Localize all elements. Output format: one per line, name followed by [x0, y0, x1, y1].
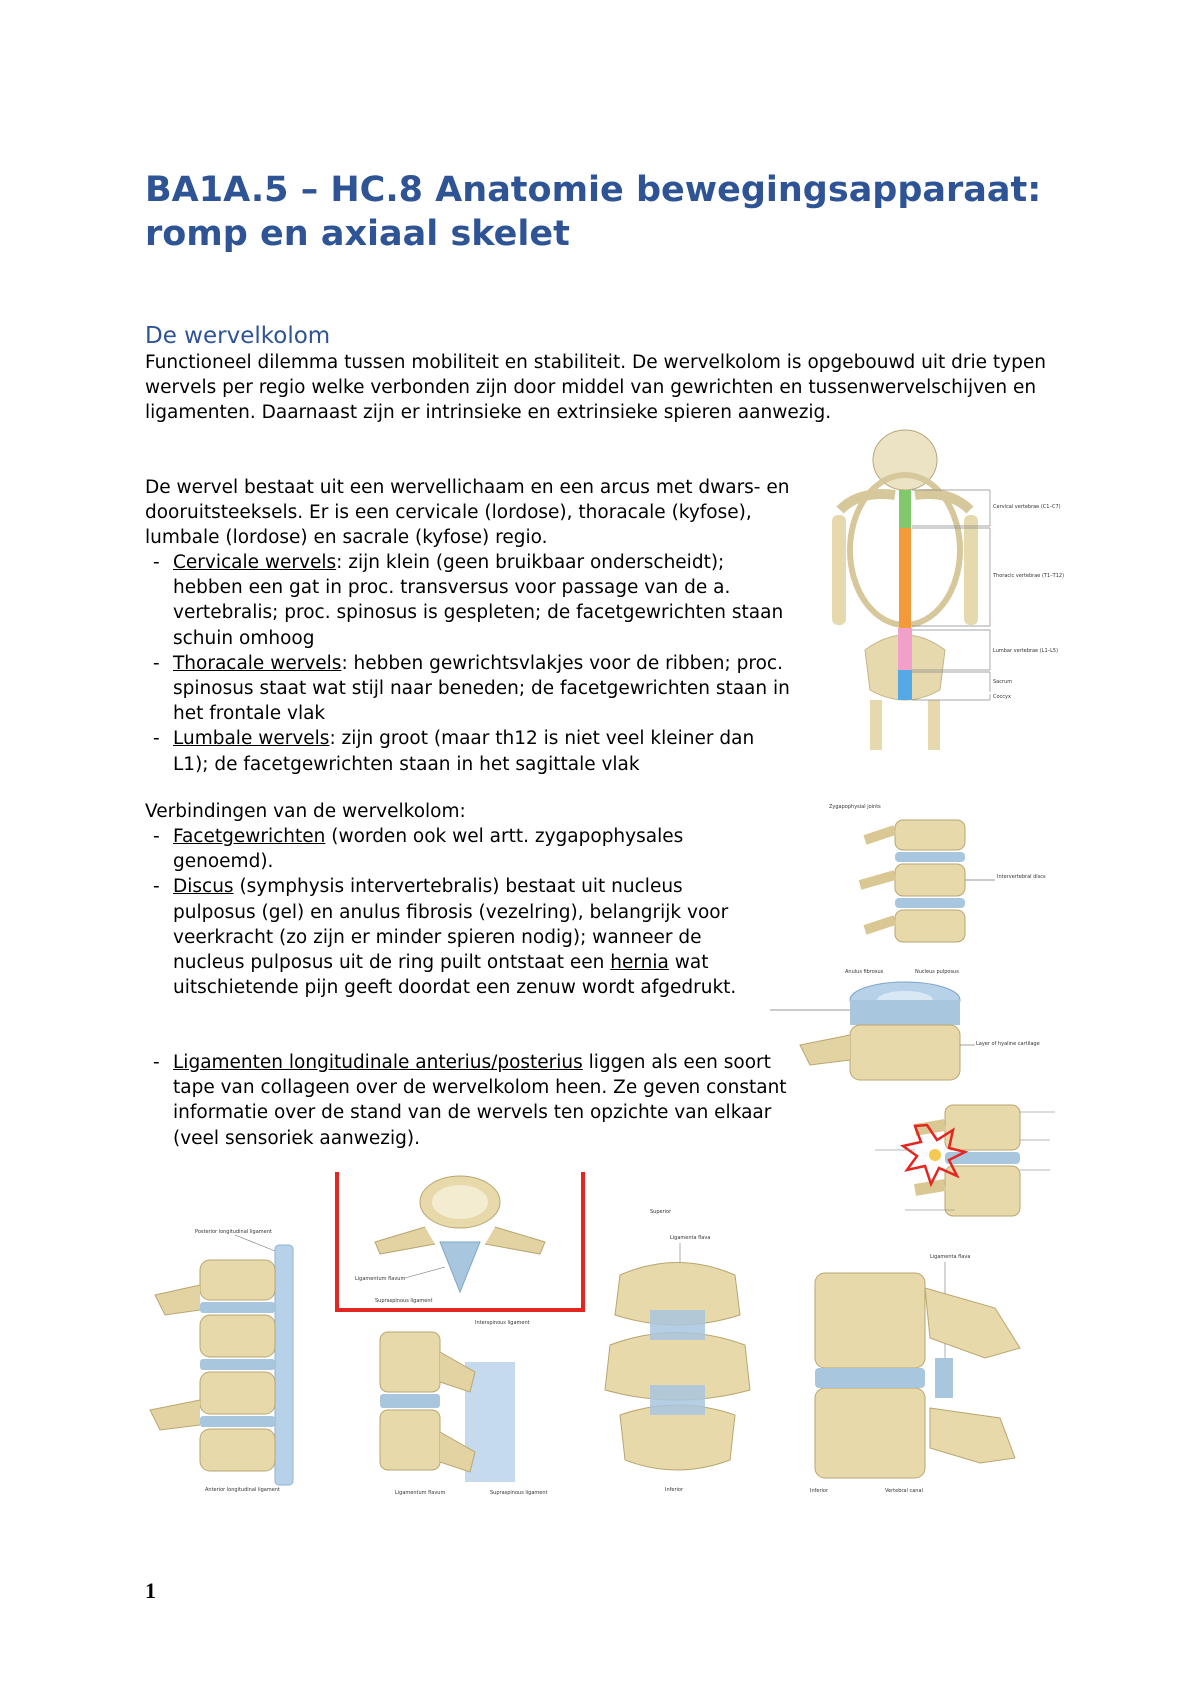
label-inferior-4: Inferior — [810, 1488, 829, 1494]
disc-figure — [770, 965, 1040, 1095]
label-supraspinous: Supraspinous ligament — [375, 1298, 433, 1304]
label-vertebral-canal: Vertebral canal — [885, 1488, 923, 1494]
label-lumbar: Lumbar vertebrae (L1–L5) — [993, 648, 1059, 654]
vertebral-canal-figure — [805, 1248, 1050, 1498]
label-anterior-ligament: Anterior longitudinal ligament — [205, 1487, 280, 1493]
label-ligamenta-flava-4: Ligamenta flava — [930, 1254, 971, 1260]
intro-paragraph: Functioneel dilemma tussen mobiliteit en stabiliteit. De wervelkolom is opgebouwd uit drie typen wervels per regio welke verbonden zijn door middel van gewrichten en tussenwervelschijven en ligamenten. Daarnaast zijn er intrinsieke en extrinsieke spieren aanwezig. — [145, 352, 1046, 424]
list-item-text: (symphysis intervertebralis) bestaat uit nucleus pulposus (gel) en anulus fibrosis (vezelring), belangrijk voor veerkracht (zo zijn er minder spieren nodig); wanneer de nucleus pulposus uit de ring puilt ontstaat een — [173, 876, 729, 974]
label-ligamenta-flava: Ligamenta flava — [670, 1235, 711, 1241]
connections-title: Verbindingen van de wervelkolom: — [145, 801, 466, 822]
list-item-text: : hebben gewrichtsvlakjes voor de ribben; proc. spinosus staat wat stijl naar beneden; de facetgewrichten staan in het frontale vlak — [173, 652, 790, 725]
term-hernia: hernia — [610, 952, 669, 974]
label-superior: Superior — [650, 1209, 672, 1215]
list-item — [145, 726, 795, 776]
page-number: 1 — [145, 1578, 156, 1603]
vertebra-paragraph: De wervel bestaat uit een wervellichaam en een arcus met dwars- en dooruitsteeksels. Er is een cervicale (lordose), thoracale (kyfose), lumbale (lordose) en sacrale (kyfose) regio. — [145, 477, 790, 549]
page-title: BA1A.5 – HC.8 Anatomie bewegingsapparaat: romp en axiaal skelet — [145, 170, 1042, 254]
label-ligamentum-flavum: Ligamentum flavum — [355, 1276, 406, 1282]
list-item — [145, 651, 795, 727]
list-item-text: : zijn klein (geen bruikbaar onderscheidt); hebben een gat in proc. transversus voor passage van de a. vertebralis; proc. spinosus is gespleten; de facetgewrichten staan schuin omhoog — [173, 552, 784, 649]
term-discus: Discus — [173, 876, 234, 898]
label-anulus: Anulus fibrosus — [845, 969, 884, 975]
label-sacrum: Sacrum — [993, 679, 1013, 685]
label-cervical: Cervical vertebrae (C1–C7) — [993, 504, 1061, 510]
longitudinal-ligaments-figure — [145, 1225, 320, 1495]
label-inferior-3: Inferior — [665, 1487, 684, 1493]
term-thoracic: Thoracale wervels — [173, 652, 342, 674]
ligamenta-flava-posterior-figure — [590, 1205, 765, 1495]
ligamentum-flavum-figure — [335, 1172, 590, 1497]
connections-list — [145, 824, 745, 1000]
list-item — [145, 1050, 795, 1151]
term-ligaments: Ligamenten longitudinale anterius/posterius — [173, 1052, 583, 1073]
section-heading: De wervelkolom — [145, 323, 331, 349]
list-item — [145, 550, 795, 651]
term-cervical: Cervicale wervels — [173, 552, 337, 573]
label-thoracic: Thoracic vertebrae (T1–T12) — [993, 573, 1065, 579]
label-zygapophysial: Zygapophysial joints — [829, 804, 881, 810]
vertebra-types-list — [145, 550, 795, 777]
list-item — [145, 874, 745, 1000]
term-facet: Facetgewrichten — [173, 826, 326, 847]
list-item-text: (worden ook wel artt. zygapophysales genoemd). — [173, 826, 684, 873]
label-interspinous: Interspinous ligament — [475, 1320, 530, 1326]
list-item-text: : zijn groot (maar th12 is niet veel kleiner dan L1); de facetgewrichten staan in het sagittale vlak — [173, 728, 755, 775]
label-hyaline: Layer of hyaline cartilage — [976, 1041, 1040, 1047]
skeleton-figure — [820, 430, 1080, 750]
list-item-text: wat uitschietende pijn geeft doordat een zenuw wordt afgedrukt. — [173, 952, 737, 999]
label-ligamentum-flavum-bottom: Ligamentum flavum — [395, 1490, 446, 1496]
list-item-text: liggen als een soort tape van collageen over de wervelkolom heen. Ze geven constant informatie over de stand van de wervels ten opzichte van elkaar (veel sensoriek aanwezig). — [173, 1052, 787, 1149]
facet-joint-figure — [815, 800, 1045, 950]
label-intervertebral-discs: Intervertebral discs — [997, 874, 1046, 880]
ligaments-list — [145, 1050, 795, 1151]
label-posterior-ligament: Posterior longitudinal ligament — [195, 1229, 272, 1235]
term-lumbar: Lumbale wervels — [173, 728, 330, 750]
label-coccyx: Coccyx — [993, 694, 1011, 700]
label-nucleus: Nucleus pulposus — [915, 969, 959, 975]
list-item — [145, 824, 745, 874]
label-supraspinous-bottom: Supraspinous ligament — [490, 1490, 548, 1496]
hernia-figure — [865, 1100, 1065, 1230]
